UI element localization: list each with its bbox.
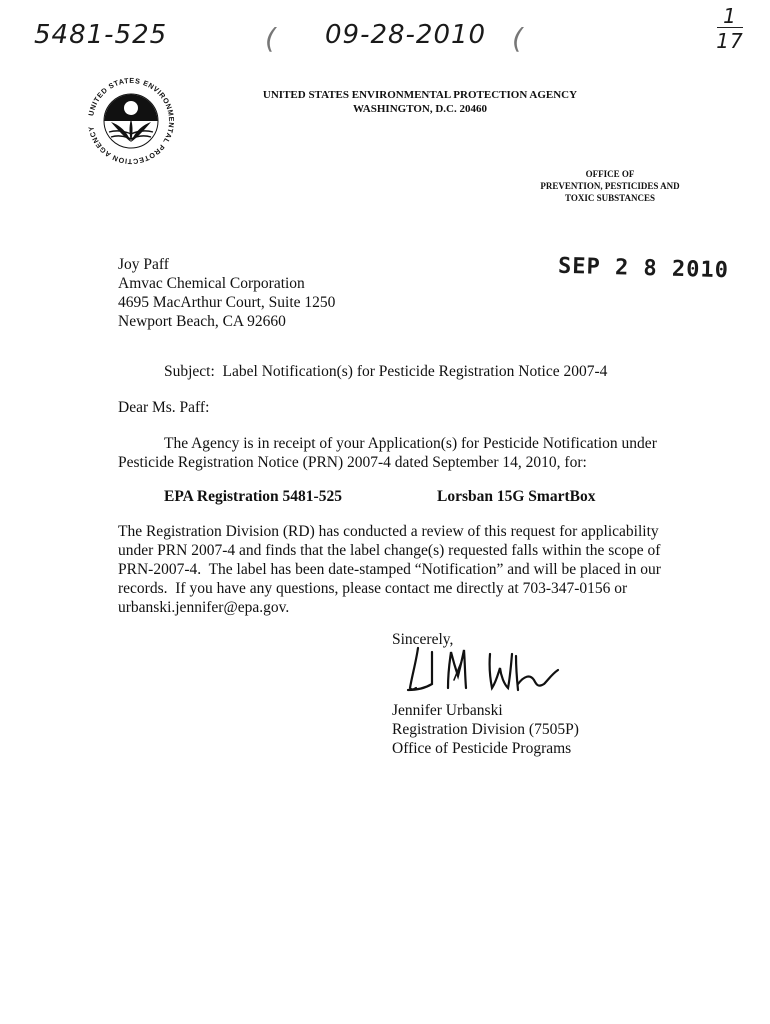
office-line-3: TOXIC SUBSTANCES xyxy=(565,193,655,203)
paragraph-review-line-1: The Registration Division (RD) has conducted a review of this request for applicability xyxy=(118,523,659,540)
paragraph-receipt-line-2: Pesticide Registration Notice (PRN) 2007-4 dated September 14, 2010, for: xyxy=(118,454,587,471)
paragraph-review-line-3: PRN-2007-4. The label has been date-stamped “Notification” and will be placed in our xyxy=(118,561,661,578)
office-header xyxy=(500,168,720,204)
product-name: Lorsban 15G SmartBox xyxy=(437,488,596,505)
agency-address: WASHINGTON, D.C. 20460 xyxy=(353,103,487,115)
handwritten-page-number xyxy=(713,6,747,52)
page-number-bottom: 17 xyxy=(716,29,744,53)
handwritten-signature xyxy=(398,640,578,702)
signer-office: Office of Pesticide Programs xyxy=(392,740,572,757)
date-stamp: SEP 2 8 2010 xyxy=(557,253,730,284)
office-line-2: PREVENTION, PESTICIDES AND xyxy=(540,181,680,191)
handwritten-date: 09-28-2010 xyxy=(325,20,487,50)
agency-name: UNITED STATES ENVIRONMENTAL PROTECTION AGENCY xyxy=(262,89,578,101)
recipient-city: Newport Beach, CA 92660 xyxy=(118,313,286,330)
registration-number: EPA Registration 5481-525 xyxy=(164,488,342,505)
recipient-street: 4695 MacArthur Court, Suite 1250 xyxy=(118,294,336,311)
handwritten-paren-left: ( xyxy=(265,22,277,55)
signer-division: Registration Division (7505P) xyxy=(392,721,579,738)
paragraph-review-line-5: urbanski.jennifer@epa.gov. xyxy=(118,599,290,616)
salutation: Dear Ms. Paff: xyxy=(118,399,210,416)
recipient-address xyxy=(118,255,335,331)
handwritten-file-number: 5481-525 xyxy=(34,20,168,50)
epa-seal-logo xyxy=(82,72,180,170)
signer-block xyxy=(392,701,579,758)
closing: Sincerely, xyxy=(392,631,454,648)
subject-line: Subject: Label Notification(s) for Pesticide Registration Notice 2007-4 xyxy=(164,363,608,380)
recipient-company: Amvac Chemical Corporation xyxy=(118,275,305,292)
handwritten-paren-right: ( xyxy=(512,22,524,55)
paragraph-receipt-line-1: The Agency is in receipt of your Application(s) for Pesticide Notification under xyxy=(164,435,657,452)
paragraph-review-line-2: under PRN 2007-4 and finds that the label change(s) requested falls within the scope of xyxy=(118,542,661,559)
paragraph-review xyxy=(118,522,668,617)
paragraph-review-line-4: records. If you have any questions, please contact me directly at 703-347-0156 or xyxy=(118,580,628,597)
page-number-top: 1 xyxy=(723,4,737,28)
seal-ring-text: UNITED STATES ENVIRONMENTAL PROTECTION AGENCY xyxy=(86,75,177,167)
paragraph-receipt xyxy=(118,434,658,472)
signer-name: Jennifer Urbanski xyxy=(392,702,503,719)
recipient-name: Joy Paff xyxy=(118,256,169,273)
office-line-1: OFFICE OF xyxy=(585,169,635,179)
agency-header xyxy=(200,88,640,116)
